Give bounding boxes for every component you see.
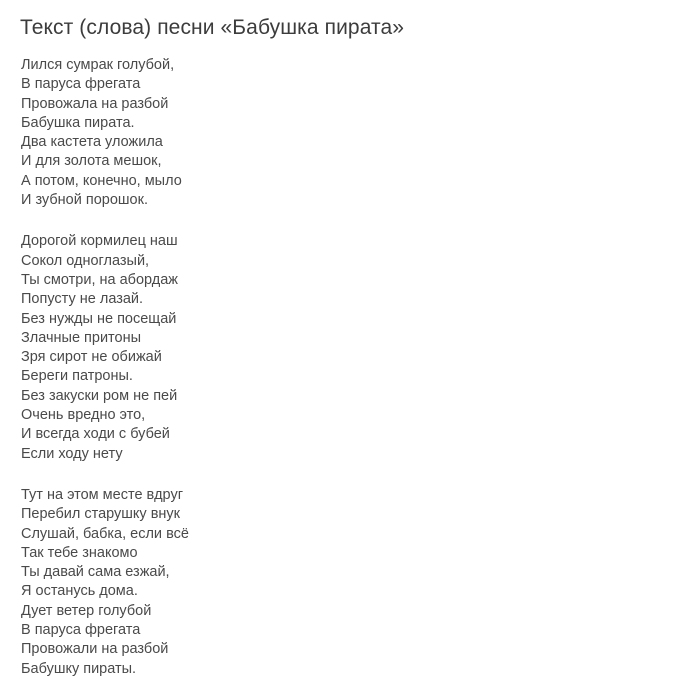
lyrics-stanza: [21, 56, 680, 210]
lyrics-line: И зубной порошок.: [21, 192, 148, 209]
lyrics-line: Лился сумрак голубой,: [21, 57, 175, 73]
lyrics-line: Два кастета уложила: [21, 134, 163, 151]
lyrics-line: В паруса фрегата: [21, 76, 141, 93]
lyrics-line: Перебил старушку внук: [21, 506, 181, 523]
lyrics-line: Бабушка пирата.: [21, 114, 135, 131]
lyrics-stanza: [21, 486, 680, 679]
lyrics-line: Попусту не лазай.: [21, 291, 144, 308]
page-title: Текст (слова) песни «Бабушка пирата»: [20, 16, 405, 39]
lyrics-line: Если ходу нету: [21, 445, 123, 462]
lyrics-line: И всегда ходи с бубей: [21, 426, 170, 443]
lyrics-line: Провожали на разбой: [21, 641, 169, 658]
lyrics-line: Тут на этом месте вдруг: [21, 486, 183, 503]
lyrics-line: А потом, конечно, мыло: [21, 172, 182, 189]
lyrics-line: Сокол одноглазый,: [21, 252, 150, 269]
lyrics-line: Ты давай сама езжай,: [21, 564, 170, 581]
lyrics-line: Береги патроны.: [21, 368, 133, 385]
lyrics-stanza: [21, 232, 680, 464]
lyrics-line: Дорогой кормилец наш: [21, 233, 178, 250]
lyrics-line: Слушай, бабка, если всё: [21, 525, 189, 542]
lyrics-line: Злачные притоны: [21, 329, 142, 346]
lyrics-line: Ты смотри, на абордаж: [21, 271, 178, 288]
lyrics-line: Без нужды не посещай: [21, 310, 177, 327]
lyrics-body: [20, 56, 680, 679]
lyrics-line: Очень вредно это,: [21, 407, 146, 424]
lyrics-line: Бабушку пираты.: [21, 660, 137, 677]
lyrics-line: В паруса фрегата: [21, 622, 141, 639]
lyrics-line: И для золота мешок,: [21, 153, 162, 170]
lyrics-line: Дует ветер голубой: [21, 602, 152, 619]
lyrics-line: Провожала на разбой: [21, 95, 169, 112]
lyrics-line: Без закуски ром не пей: [21, 387, 178, 404]
lyrics-line: Зря сирот не обижай: [21, 349, 162, 366]
lyrics-line: Я останусь дома.: [21, 583, 138, 600]
lyrics-line: Так тебе знакомо: [21, 544, 138, 561]
